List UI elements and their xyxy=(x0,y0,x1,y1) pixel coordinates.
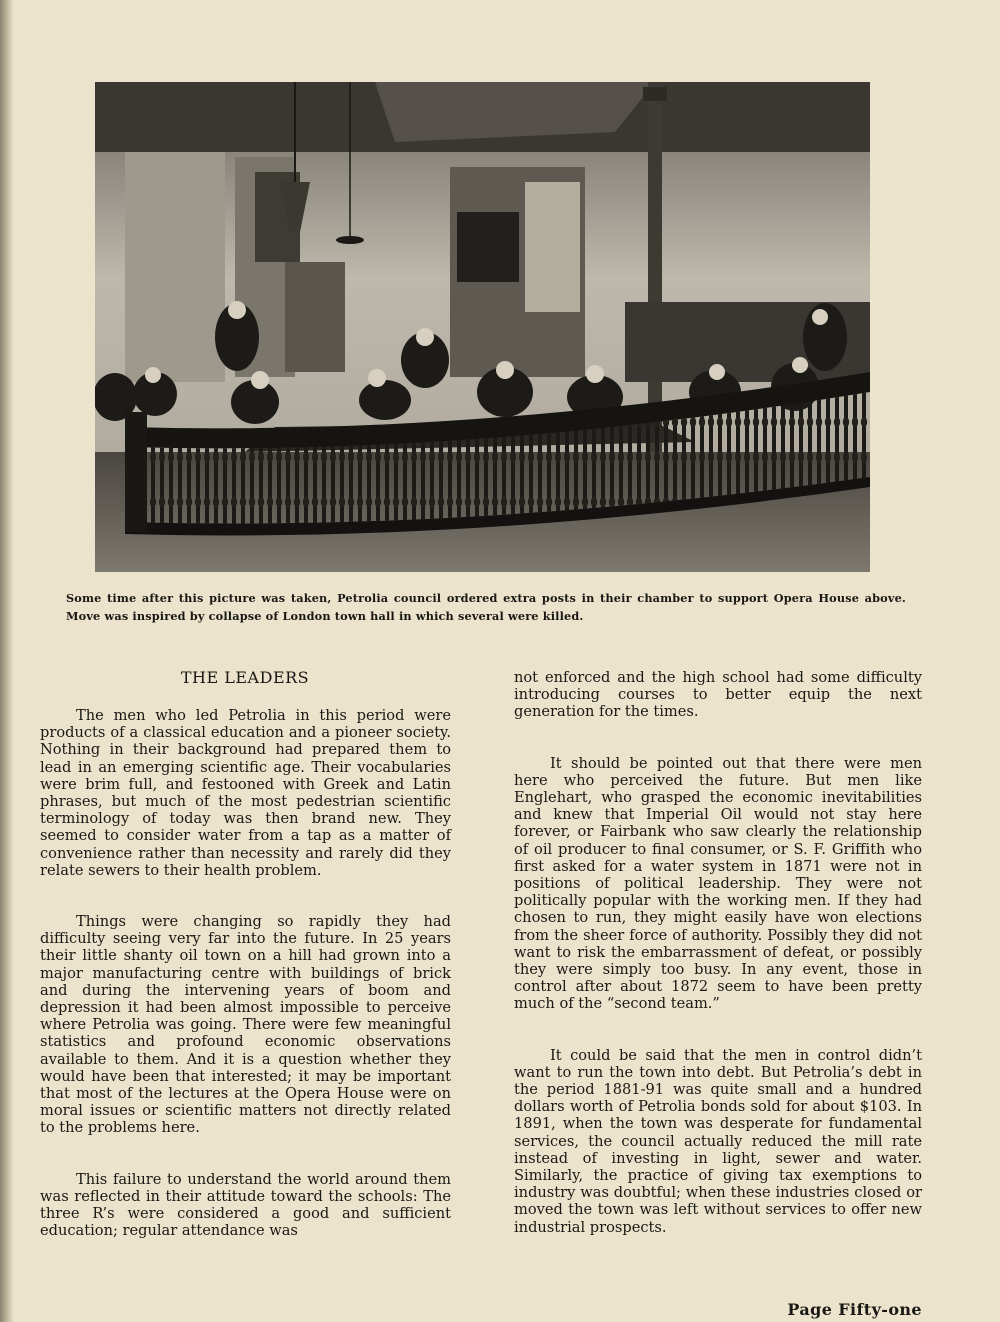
paragraph: It could be said that the men in control didn’t want to run the town into debt. But Petrolia’s debt in the period 1881-91 was quite small and a hundred dollars worth of Petrolia bonds sold for about $103. In 1891, when the town was desperate for fundamental services, the council actually reduced the mill rate instead of investing in light, sewer and water. Similarly, the practice of giving tax exemptions to industry was doubtful; when these industries closed or moved the town was left without services to offer new industrial prospects. xyxy=(514,1046,922,1236)
page-number: Page Fifty-one xyxy=(787,1300,922,1319)
photo-caption: Some time after this picture was taken, Petrolia council ordered extra posts in their chamber to support Opera House above. Move was inspired by collapse of London town hall in which several were killed. xyxy=(66,591,906,623)
section-heading: THE LEADERS xyxy=(180,668,310,687)
paragraph: The men who led Petrolia in this period were products of a classical education and a pioneer society. Nothing in their background had prepared them to lead in an emerging scientific age. Their vocabularies were brim full, and festooned with Greek and Latin phrases, but much of the most pedestrian scientific terminology of today was then brand new. They seemed to consider water from a tap as a matter of convenience rather than necessity and rarely did they relate sewers to their health problem. xyxy=(40,707,451,879)
paragraph: It should be pointed out that there were men here who perceived the future. But men like Englehart, who grasped the economic inevitabilities and knew that Imperial Oil would not stay here forever, or Fairbank who saw clearly the relationship of oil producer to final consumer, or S. F. Griffith who first asked for a water system in 1871 were not in positions of political leadership. They were not politically popular with the working men. If they had chosen to run, they might easily have won elections from the sheer force of authority. Possibly they did not want to risk the embarrassment of defeat, or possibly they were simply too busy. In any event, those in control after about 1872 seem to have been pretty much of the “second team.” xyxy=(514,754,922,1013)
paragraph: This failure to understand the world around them was reflected in their attitude toward the schools: The three R’s were considered a good and sufficient education; regular attendance was xyxy=(40,1170,451,1240)
left-column xyxy=(40,707,451,1239)
paragraph: Things were changing so rapidly they had difficulty seeing very far into the future. In 25 years their little shanty oil town on a hill had grown into a major manufacturing centre with buildings of brick and during the intervening years of boom and depression it had been almost impossible to perceive where Petrolia was going. There were few meaningful statistics and profound economic observations available to them. And it is a question whether they would have been that interested; it may be important that most of the lectures at the Opera House were on moral issues or scientific matters not directly related to the problems here. xyxy=(40,913,451,1137)
right-column xyxy=(514,669,922,1236)
council-chamber-photo xyxy=(95,82,870,572)
paragraph: not enforced and the high school had some difficulty introducing courses to better equip the next generation for the times. xyxy=(514,669,922,721)
page-binding-edge xyxy=(0,0,14,1322)
